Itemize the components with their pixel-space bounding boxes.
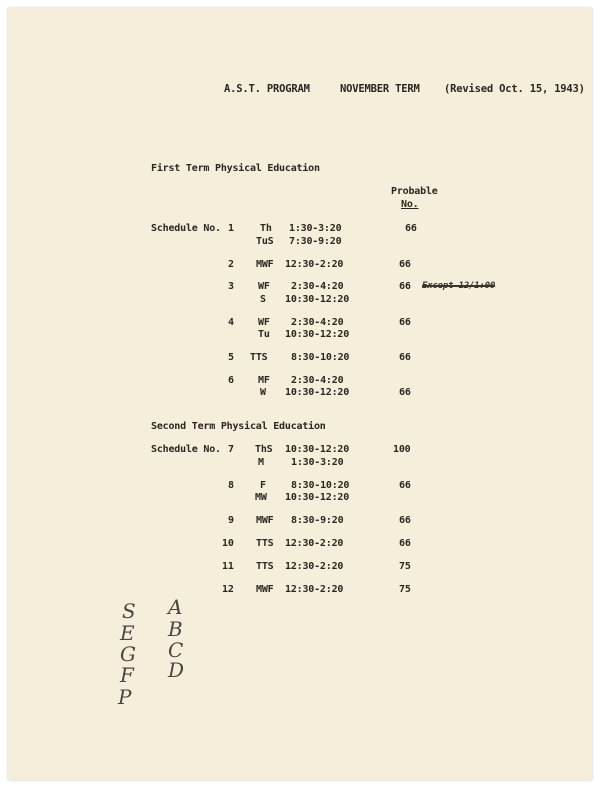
schedule-days: TuS bbox=[256, 236, 274, 247]
handwritten-letter: C bbox=[168, 638, 184, 662]
schedule-number: 9 bbox=[228, 515, 234, 526]
handwritten-letter: A bbox=[168, 595, 183, 619]
probable-count: 66 bbox=[399, 317, 411, 328]
schedule-time: 12:30-2:20 bbox=[285, 561, 344, 572]
handwritten-letter: D bbox=[168, 658, 185, 682]
schedule-number: 1 bbox=[228, 223, 234, 234]
probable-count: 66 bbox=[405, 223, 417, 234]
schedule-days: TTS bbox=[256, 561, 274, 572]
schedule-time: 2:30-4:20 bbox=[291, 281, 344, 292]
handwritten-letter: B bbox=[168, 617, 183, 641]
schedule-number: 5 bbox=[228, 352, 234, 363]
schedule-number: 12 bbox=[222, 584, 234, 595]
section2-title: Second Term Physical Education bbox=[151, 421, 326, 432]
schedule-number: 8 bbox=[228, 480, 234, 491]
term-title: NOVEMBER TERM bbox=[340, 83, 420, 95]
schedule-time: 2:30-4:20 bbox=[291, 375, 344, 386]
schedule-time: 8:30-10:20 bbox=[291, 352, 350, 363]
schedule-days: WF bbox=[258, 317, 270, 328]
probable-count: 66 bbox=[399, 538, 411, 549]
handwritten-letter: G bbox=[120, 642, 136, 666]
schedule-time: 10:30-12:20 bbox=[285, 294, 350, 305]
schedule-time: 12:30-2:20 bbox=[285, 259, 344, 270]
schedule-days: Tu bbox=[258, 329, 270, 340]
probable-count: 66 bbox=[399, 259, 411, 270]
schedule-time: 2:30-4:20 bbox=[291, 317, 344, 328]
probable-count: 75 bbox=[399, 561, 411, 572]
schedule-days: TTS bbox=[256, 538, 274, 549]
revision-date: (Revised Oct. 15, 1943) bbox=[444, 83, 585, 95]
schedule-days: MWF bbox=[256, 259, 274, 270]
schedule-time: 10:30-12:20 bbox=[285, 492, 350, 503]
program-title: A.S.T. PROGRAM bbox=[224, 83, 310, 95]
schedule-number: 2 bbox=[228, 259, 234, 270]
schedule-number: 3 bbox=[228, 281, 234, 292]
probable-count: 66 bbox=[399, 352, 411, 363]
probable-count: 100 bbox=[393, 444, 411, 455]
schedule-time: 10:30-12:20 bbox=[285, 329, 350, 340]
handwritten-letter: E bbox=[120, 621, 135, 645]
probable-count: 66 bbox=[399, 281, 411, 292]
struck-note: Except 12/1:00 bbox=[422, 281, 496, 291]
probable-count: 75 bbox=[399, 584, 411, 595]
schedule-days: F bbox=[260, 480, 266, 491]
schedule-days: WF bbox=[258, 281, 270, 292]
schedule-time: 12:30-2:20 bbox=[285, 538, 344, 549]
handwritten-letter: S bbox=[122, 599, 136, 623]
handwritten-letter: P bbox=[118, 685, 132, 709]
schedule-time: 1:30-3:20 bbox=[291, 457, 344, 468]
schedule-number: 6 bbox=[228, 375, 234, 386]
schedule-time: 10:30-12:20 bbox=[285, 387, 350, 398]
handwritten-letter: F bbox=[120, 663, 134, 687]
schedule-days: W bbox=[260, 387, 266, 398]
probable-count: 66 bbox=[399, 387, 411, 398]
document-page bbox=[8, 8, 592, 780]
schedule-number: 11 bbox=[222, 561, 234, 572]
schedule-number: 7 bbox=[228, 444, 234, 455]
schedule-time: 8:30-9:20 bbox=[291, 515, 344, 526]
schedule-time: 12:30-2:20 bbox=[285, 584, 344, 595]
schedule-days: MWF bbox=[256, 584, 274, 595]
section1-title: First Term Physical Education bbox=[151, 163, 320, 174]
schedule-days: M bbox=[258, 457, 264, 468]
schedule-number: 4 bbox=[228, 317, 234, 328]
schedule-days: MWF bbox=[256, 515, 274, 526]
schedule-label: Schedule No. bbox=[151, 223, 221, 234]
schedule-days: S bbox=[260, 294, 266, 305]
probable-header-line1: Probable bbox=[391, 186, 438, 197]
probable-header-line2: No. bbox=[401, 199, 419, 210]
schedule-time: 8:30-10:20 bbox=[291, 480, 350, 491]
schedule-days: ThS bbox=[255, 444, 273, 455]
schedule-number: 10 bbox=[222, 538, 234, 549]
probable-count: 66 bbox=[399, 515, 411, 526]
schedule-time: 10:30-12:20 bbox=[285, 444, 350, 455]
schedule-days: MF bbox=[258, 375, 270, 386]
schedule-time: 1:30-3:20 bbox=[289, 223, 342, 234]
schedule-days: MW bbox=[255, 492, 267, 503]
schedule-label: Schedule No. bbox=[151, 444, 221, 455]
schedule-time: 7:30-9:20 bbox=[289, 236, 342, 247]
probable-count: 66 bbox=[399, 480, 411, 491]
schedule-days: TTS bbox=[250, 352, 268, 363]
schedule-days: Th bbox=[260, 223, 272, 234]
